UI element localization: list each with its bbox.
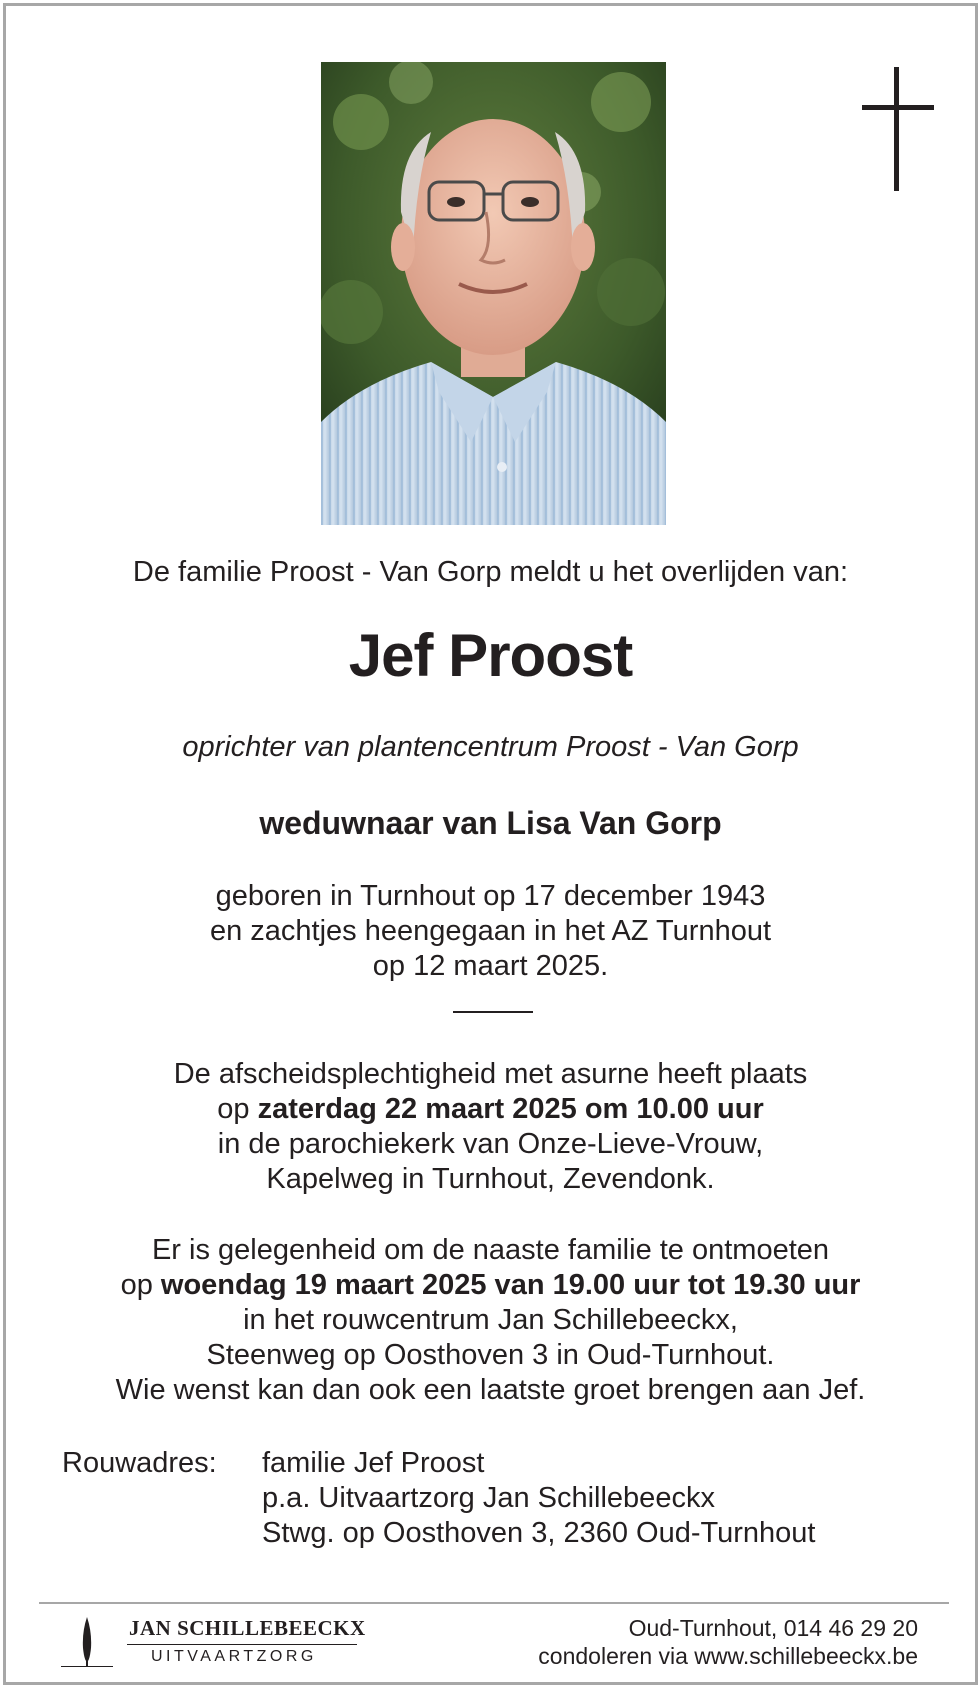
ceremony-address-line: Kapelweg in Turnhout, Zevendonk. (266, 1163, 715, 1195)
deceased-name: Jef Proost (348, 622, 633, 689)
obituary-card (3, 3, 978, 1685)
divider (453, 1011, 533, 1013)
ceremony-date: zaterdag 22 maart 2025 om 10.00 uur (257, 1093, 764, 1125)
birth-line: geboren in Turnhout op 17 december 1943 (215, 880, 766, 912)
address-line: Stwg. op Oosthoven 3, 2360 Oud-Turnhout (262, 1517, 816, 1549)
death-date-line: op 12 maart 2025. (372, 950, 609, 982)
logo-underline (127, 1644, 357, 1645)
visitation-address-line: Steenweg op Oosthoven 3 in Oud-Turnhout. (206, 1339, 775, 1371)
ceremony-date-prefix: op (217, 1093, 258, 1125)
passing-line: en zachtjes heengegaan in het AZ Turnhout (209, 915, 772, 947)
visitation-date: woendag 19 maart 2025 van 19.00 uur tot 19.30 uur (160, 1269, 861, 1301)
ceremony-date-line (6, 1092, 975, 1127)
visitation-info (6, 1233, 975, 1408)
logo-name: JAN SCHILLEBEECKX (129, 1616, 366, 1640)
visitation-date-line (6, 1268, 975, 1303)
occupation-text: oprichter van plantencentrum Proost - Van Gorp (182, 731, 799, 763)
cross-icon (862, 67, 934, 191)
contact-info (538, 1614, 918, 1670)
visitation-note-line: Wie wenst kan dan ook een laatste groet brengen aan Jef. (115, 1374, 866, 1406)
intro-text: De familie Proost - Van Gorp meldt u het overlijden van: (132, 556, 849, 588)
funeral-home-logo (61, 1614, 366, 1669)
portrait-photo (321, 62, 666, 525)
ceremony-line: De afscheidsplechtigheid met asurne heeft plaats (173, 1058, 808, 1090)
cypress-tree-icon (61, 1614, 113, 1669)
contact-website[interactable]: condoleren via www.schillebeeckx.be (538, 1643, 918, 1669)
visitation-location-line: in het rouwcentrum Jan Schillebeeckx, (243, 1304, 738, 1336)
ceremony-info (6, 1057, 975, 1197)
address-line: p.a. Uitvaartzorg Jan Schillebeeckx (262, 1482, 715, 1514)
visitation-date-prefix: op (120, 1269, 161, 1301)
address-block (262, 1446, 816, 1551)
widower-text: weduwnaar van Lisa Van Gorp (259, 805, 722, 841)
life-dates (6, 879, 975, 984)
address-line: familie Jef Proost (262, 1447, 485, 1479)
address-label: Rouwadres: (62, 1447, 217, 1479)
footer-divider (39, 1602, 949, 1604)
ceremony-location-line: in de parochiekerk van Onze-Lieve-Vrouw, (217, 1128, 764, 1160)
visitation-line: Er is gelegenheid om de naaste familie te ontmoeten (151, 1234, 830, 1266)
contact-phone: Oud-Turnhout, 014 46 29 20 (628, 1615, 918, 1641)
logo-subtitle: UITVAARTZORG (151, 1648, 317, 1665)
